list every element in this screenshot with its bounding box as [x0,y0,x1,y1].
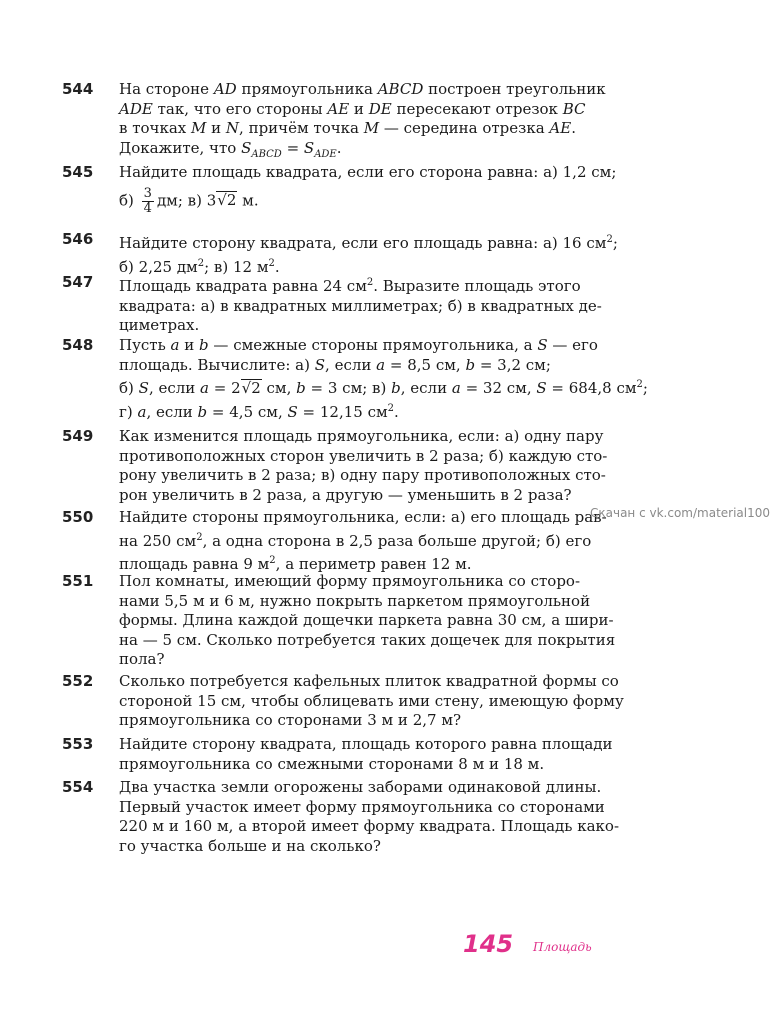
problem-number: 552 [62,672,94,690]
problem-551 [62,572,692,670]
problem-line: б) S, если a = 2√2 см, b = 3 см; в) b, если a = 32 см, S = 684,8 $см^2$; [119,379,648,398]
problem-544 [62,80,692,164]
problem-number: 549 [62,427,94,445]
problem-line: Пол комнаты, имеющий форму прямоугольника со сторо- [119,572,581,590]
problem-line: прямоугольника со смежными сторонами 8 м и 18 м. [119,754,545,773]
problem-number: 551 [62,572,94,590]
problem-line: Найдите стороны прямоугольника, если: а) его площадь рав- [119,508,607,526]
problem-546 [62,230,692,277]
problem-line: на — 5 см. Сколько потребуется таких дощечек для покрытия [119,630,616,649]
problem-553 [62,735,692,774]
problem-line: пола? [119,650,165,669]
problem-line: Докажите, что $S_{ABCD} = S_{ADE}$. [119,138,342,160]
problem-number: 544 [62,80,94,98]
problem-line: Пусть a и b — смежные стороны прямоугольника, а S — его [119,336,598,354]
problem-line: на 250 $см^2$, а одна сторона в 2,5 раза больше другой; б) его [119,531,592,550]
problem-545 [62,163,692,216]
problem-line: ADE так, что его стороны AE и DE пересекают отрезок BC [119,99,586,118]
problem-line: рону увеличить в 2 раза; в) одну пару противоположных сто- [119,466,606,485]
problem-552 [62,672,692,731]
problem-line: На стороне AD прямоугольника ABCD построен треугольник [119,80,606,98]
problem-number: 545 [62,163,94,181]
problem-number: 554 [62,778,94,796]
problem-line: 220 м и 160 м, а второй имеет форму квадрата. Площадь како- [119,817,620,836]
problem-number: 547 [62,273,94,291]
problem-number: 548 [62,336,94,354]
problem-line: Площадь квадрата равна 24 $см^2$. Выразите площадь этого [119,277,581,295]
problem-line: площадь равна 9 $м^2$, а периметр равен 12 м. [119,555,472,574]
problem-line: рон увеличить в 2 раза, а другую — уменьшить в 2 раза? [119,485,572,504]
problem-line: го участка больше и на сколько? [119,836,381,855]
problem-554 [62,778,692,856]
problem-line: нами 5,5 м и 6 м, нужно покрыть паркетом прямоугольной [119,591,591,610]
problem-line: квадрата: а) в квадратных миллиметрах; б) в квадратных де- [119,296,602,315]
problem-547 [62,273,692,336]
problem-number: 553 [62,735,94,753]
problem-line: Найдите сторону квадрата, если его площадь равна: а) 16 $см^2$; [119,234,618,252]
watermark-text: Скачан с vk.com/material100 [590,506,771,520]
problem-line: площадь. Вычислите: а) S, если a = 8,5 см, b = 3,2 см; [119,355,551,374]
section-title: Площадь [533,940,592,954]
problem-line: в точках M и N, причём точка M — середина отрезка AE. [119,119,576,138]
problem-line: прямоугольника со сторонами 3 м и 2,7 м? [119,711,462,730]
problem-line: б) $\frac{3}{4}$ дм; в) 3√2 м. [119,185,259,216]
problem-line: Первый участок имеет форму прямоугольника со сторонами [119,797,605,816]
problem-549 [62,427,692,505]
problem-line: противоположных сторон увеличить в 2 раза; б) каждую сто- [119,446,608,465]
problem-number: 550 [62,508,94,526]
problem-line: б) 2,25 $дм^2$; в) 12 $м^2$. [119,257,280,276]
problem-line: стороной 15 см, чтобы облицевать ими стену, имеющую форму [119,691,624,710]
problem-line: циметрах. [119,316,200,335]
problem-line: Найдите площадь квадрата, если его сторона равна: а) 1,2 см; [119,163,617,181]
fraction: $\frac{3}{4}$ [143,185,152,216]
problem-line: формы. Длина каждой дощечки паркета равна 30 см, а шири- [119,611,614,630]
problem-number: 546 [62,230,94,248]
problem-line: Сколько потребуется кафельных плиток квадратной формы со [119,672,619,690]
problem-line: Найдите сторону квадрата, площадь которого равна площади [119,735,613,753]
problem-line: Как изменится площадь прямоугольника, если: а) одну пару [119,427,604,445]
problem-line: Два участка земли огорожены заборами одинаковой длины. [119,778,602,796]
page-number: 145 [463,930,514,958]
problem-line: г) a, если b = 4,5 см, S = 12,15 $см^2$. [119,402,399,421]
problem-548 [62,336,692,422]
